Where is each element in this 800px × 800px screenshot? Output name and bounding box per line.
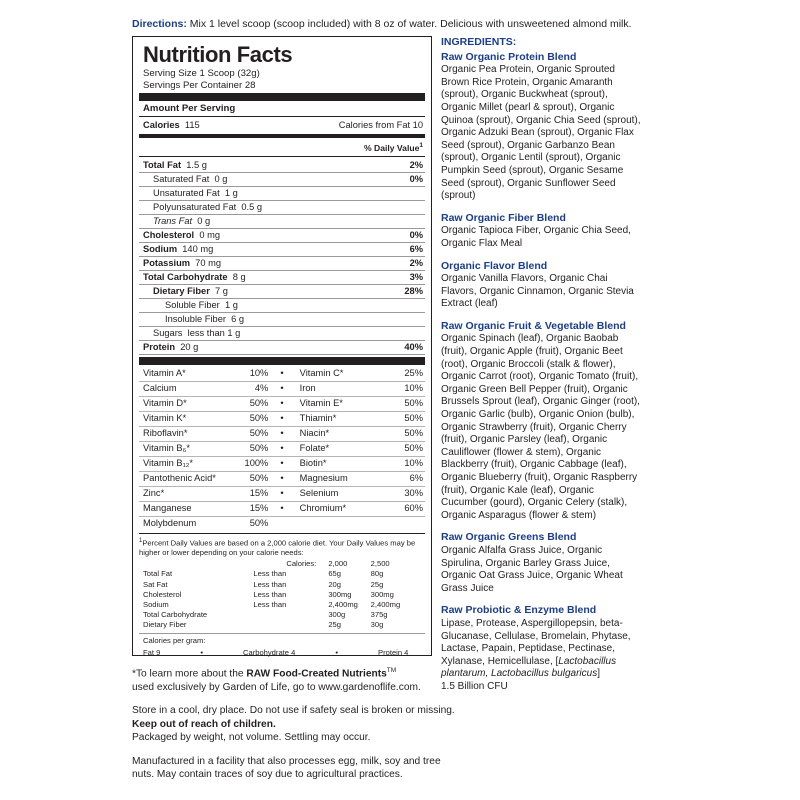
calories-per-gram-item: Protein 4	[378, 647, 409, 657]
vitamin-name: Niacin*	[294, 426, 390, 441]
divider-med-1	[139, 134, 425, 138]
ingredients-heading: INGREDIENTS:	[441, 36, 517, 48]
nutrient-amount: 0.5 g	[236, 201, 263, 212]
dv-header-2500: 2,500	[370, 559, 390, 569]
serving-size: Serving Size 1 Scoop (32g)	[143, 68, 260, 79]
dv-row-2000: 65g	[328, 569, 341, 579]
dv-row-label: Sodium	[143, 599, 169, 609]
nutrient-row	[139, 271, 425, 284]
vitamin-percent: 50%	[235, 396, 270, 411]
dv-row-condition: Less than	[253, 599, 287, 609]
dv-row-label: Cholesterol	[143, 589, 182, 599]
dv-table-row	[139, 620, 425, 630]
bullet-separator-icon: •	[270, 456, 293, 471]
vitamin-percent: 6%	[390, 471, 425, 486]
nutrient-row	[139, 187, 425, 200]
calories-value: 115	[184, 120, 200, 130]
vitamin-percent: 100%	[235, 456, 270, 471]
vitamin-percent: 50%	[390, 411, 425, 426]
vitamin-percent	[390, 516, 425, 531]
bottom-notes	[132, 664, 462, 792]
ingredients-column	[441, 36, 641, 694]
nutrient-daily-value: 2%	[409, 257, 423, 268]
vitamin-name: Manganese	[139, 501, 235, 516]
dv-row-2500: 30g	[370, 620, 384, 630]
dv-row-condition: Less than	[253, 569, 287, 579]
vitamin-percent: 50%	[390, 426, 425, 441]
dv-table-row	[139, 610, 425, 620]
dv-row-label: Total Fat	[143, 569, 173, 579]
divider-thin-3	[139, 533, 425, 534]
bullet-separator-icon: •	[270, 396, 293, 411]
dv-row-label: Dietary Fiber	[143, 620, 187, 630]
storage-note: Store in a cool, dry place. Do not use if safety seal is broken or missing. Keep out of reach of children. Packaged by weight, not volume. Settling may occur.	[132, 705, 455, 744]
nutrient-row	[139, 299, 425, 312]
vitamin-name: Vitamin C*	[294, 367, 390, 382]
nutrient-amount: 8 g	[227, 271, 246, 282]
vitamin-name: Chromium*	[294, 501, 390, 516]
calories-per-gram-item: Fat 9	[143, 647, 161, 657]
nutrient-amount: 7 g	[209, 285, 228, 296]
nutrient-row	[139, 215, 425, 228]
raw-nutrients-note: *To learn more about the RAW Food-Created Nutrients™ used exclusively by Garden of Life, go to www.gardenoflife.com.	[132, 667, 421, 693]
bullet-separator-icon: •	[270, 441, 293, 456]
nutrient-row	[139, 201, 425, 214]
amount-per-serving: Amount Per Serving	[143, 103, 236, 114]
dv-row-label: Sat Fat	[143, 579, 168, 589]
vitamin-row	[139, 411, 425, 426]
vitamin-percent: 50%	[235, 441, 270, 456]
ingredient-section-body: Lipase, Protease, Aspergillopepsin, beta-Glucanase, Cellulase, Bromelain, Phytase, Lactase, Papain, Peptidase, Pectinase, Xylanase, Hemicellulase, [Lactobacillus plantarum, Lactobacillus bulgaricus] 1.5 Billion CFU	[441, 617, 631, 692]
vitamin-percent: 60%	[390, 501, 425, 516]
vitamin-row	[139, 516, 425, 531]
vitamin-percent: 15%	[235, 486, 270, 501]
nutrient-daily-value: 40%	[404, 341, 423, 352]
allergen-note: Manufactured in a facility that also processes egg, milk, soy and tree nuts. May contain traces of soy due to agricultural practices.	[132, 755, 441, 781]
vitamin-name: Vitamin B₆*	[139, 441, 235, 456]
vitamin-percent: 50%	[390, 441, 425, 456]
vitamin-percent: 30%	[390, 486, 425, 501]
ingredient-section-body: Organic Pea Protein, Organic Sprouted Brown Rice Protein, Organic Amaranth (sprout), Organic Buckwheat (sprout), Organic Millet (pearl & sprout), Organic Quinoa (sprout), Organic Chia Seed (sprout), Organic Adzuki Bean (sprout), Organic Flax Seed (sprout), Organic Garbanzo Bean (sprout), Organic Lentil (sprout), Organic Pumpkin Seed (sprout), Organic Sesame Seed (sprout), Organic Sunflower Seed (sprout)	[441, 64, 641, 202]
ingredient-section-title: Raw Probiotic & Enzyme Blend	[441, 604, 597, 617]
ingredient-section-title: Raw Organic Greens Blend	[441, 531, 577, 544]
ingredient-section-title: Raw Organic Fiber Blend	[441, 211, 566, 224]
vitamin-percent: 25%	[390, 367, 425, 382]
dv-row-2500: 375g	[370, 610, 388, 620]
bullet-separator-icon: •	[335, 647, 339, 657]
nutrient-name: Total Carbohydrate	[143, 271, 228, 282]
divider-hair-1	[139, 633, 425, 634]
vitamin-row	[139, 381, 425, 396]
dv-row-2000: 25g	[328, 620, 341, 630]
bullet-separator-icon	[270, 516, 293, 531]
ingredient-section-title: Organic Flavor Blend	[441, 259, 548, 272]
nutrient-row	[139, 327, 425, 340]
dv-row-label: Total Carbohydrate	[143, 610, 208, 620]
dv-header-calories: Calories:	[286, 559, 317, 569]
vitamin-row	[139, 501, 425, 516]
dv-row-condition: Less than	[253, 579, 287, 589]
dv-header-2000: 2,000	[328, 559, 348, 569]
nutrient-row	[139, 173, 425, 186]
ingredients-sections	[441, 51, 641, 694]
nutrient-amount: 0 g	[192, 215, 211, 226]
divider-thin-2	[139, 156, 425, 157]
directions-label: Directions:	[132, 18, 187, 30]
ingredient-section-title: Raw Organic Fruit & Vegetable Blend	[441, 319, 626, 332]
nutrient-amount: 70 mg	[190, 257, 222, 268]
ingredient-italic-species: Lactobacillus plantarum, Lactobacillus bulgaricus	[441, 655, 617, 680]
vitamin-row	[139, 486, 425, 501]
nutrient-daily-value: 28%	[404, 285, 423, 296]
calories-from-fat: Calories from Fat 10	[338, 120, 423, 130]
nutrient-name: Unsaturated Fat	[153, 187, 220, 198]
nutrient-daily-value: 2%	[409, 159, 423, 170]
ingredient-section-body: Organic Spinach (leaf), Organic Baobab (fruit), Organic Apple (fruit), Organic Beet (root), Organic Broccoli (stalk & flower), Organic Carrot (root), Organic Tomato (fruit), Organic Green Bell Pepper (fruit), Organic Brussels Sprout (leaf), Organic Ginger (root), Organic Garlic (bulb), Organic Onion (bulb), Organic Strawberry (fruit), Organic Cherry (fruit), Organic Parsley (leaf), Organic Cauliflower (flower & stem), Organic Blackberry (fruit), Organic Cabbage (leaf), Organic Blueberry (fruit), Organic Raspberry (fruit), Organic Kale (leaf), Organic Cucumber (gourd), Organic Celery (stalk), Organic Asparagus (flower & stem)	[441, 333, 640, 521]
nutrient-name: Sodium	[143, 243, 178, 254]
dv-header-blank	[139, 559, 253, 569]
calories-per-gram-item: Carbohydrate 4	[242, 647, 296, 657]
nutrient-name: Saturated Fat	[153, 173, 210, 184]
divider-thick-2	[139, 357, 425, 365]
vitamin-row	[139, 426, 425, 441]
bullet-separator-icon: •	[270, 486, 293, 501]
dv-table-row	[139, 569, 425, 579]
vitamin-name: Vitamin B₁₂*	[139, 456, 235, 471]
dv-row-2000: 300mg	[328, 589, 352, 599]
vitamin-percent: 50%	[235, 471, 270, 486]
vitamin-name: Magnesium	[294, 471, 390, 486]
calories-per-gram-label: Calories per gram:	[143, 636, 206, 646]
vitamin-percent: 50%	[390, 396, 425, 411]
vitamin-percent: 15%	[235, 501, 270, 516]
dv-row-2000: 20g	[328, 579, 341, 589]
vitamin-percent: 4%	[235, 381, 270, 396]
ingredient-section-body: Organic Alfalfa Grass Juice, Organic Spirulina, Organic Barley Grass Juice, Organic Oat Grass Juice, Organic Wheat Grass Juice	[441, 544, 623, 594]
nutrient-name: Polyunsaturated Fat	[153, 201, 237, 212]
bullet-separator-icon: •	[270, 426, 293, 441]
vitamin-name: Vitamin K*	[139, 411, 235, 426]
ingredient-section-body: Organic Tapioca Fiber, Organic Chia Seed, Organic Flax Meal	[441, 225, 631, 249]
vitamin-name: Vitamin E*	[294, 396, 390, 411]
nutrient-name: Soluble Fiber	[165, 299, 220, 310]
nutrient-amount: less than 1 g	[182, 327, 241, 338]
vitamin-row	[139, 441, 425, 456]
nutrient-name: Potassium	[143, 257, 191, 268]
nutrient-name: Dietary Fiber	[153, 285, 210, 296]
calories-label: Calories	[143, 120, 180, 130]
vitamin-name: Calcium	[139, 381, 235, 396]
nutrient-amount: 6 g	[225, 313, 245, 324]
nutrient-name: Trans Fat	[153, 215, 193, 226]
dv-row-2500: 80g	[370, 569, 384, 579]
calories-per-gram-row	[139, 647, 425, 658]
divider-hair	[139, 354, 425, 355]
vitamin-name: Zinc*	[139, 486, 235, 501]
dv-table-row	[139, 579, 425, 589]
nutrient-daily-value: 6%	[409, 243, 423, 254]
nutrient-daily-value: 0%	[409, 173, 423, 184]
nutrient-name: Total Fat	[143, 159, 182, 170]
divider-thick-1	[139, 93, 425, 101]
nutrient-row	[139, 243, 425, 256]
vitamin-name	[294, 516, 390, 531]
vitamin-name: Biotin*	[294, 456, 390, 471]
calories-row	[139, 119, 425, 132]
nutrient-amount: 1 g	[219, 187, 238, 198]
dv-row-condition	[253, 610, 316, 620]
daily-value-header: % Daily Value$^1$	[363, 142, 423, 153]
bullet-separator-icon: •	[270, 411, 293, 426]
dv-row-2500: 300mg	[370, 589, 394, 599]
ingredient-cfu: 1.5 Billion CFU	[441, 680, 508, 692]
nutrient-rows	[139, 159, 425, 355]
vitamin-name: Molybdenum	[143, 518, 197, 529]
dv-row-2000: 2,400mg	[328, 599, 358, 609]
divider-thin-1	[139, 116, 425, 117]
ingredient-section-title: Raw Organic Protein Blend	[441, 50, 577, 63]
dv-row-2500: 2,400mg	[370, 599, 401, 609]
vitamin-name: Riboflavin*	[139, 426, 235, 441]
nutrient-amount: 0 g	[209, 173, 228, 184]
nutrient-amount: 1.5 g	[181, 159, 207, 170]
vitamin-name: Selenium	[294, 486, 390, 501]
nutrient-name: Sugars	[153, 327, 183, 338]
nutrient-daily-value: 3%	[409, 271, 423, 282]
vitamin-percent: 10%	[390, 381, 425, 396]
nutrient-daily-value: 0%	[409, 229, 423, 240]
nutrition-facts-panel	[132, 36, 432, 656]
vitamin-name: Folate*	[294, 441, 390, 456]
dv-row-2500: 25g	[370, 579, 384, 589]
vitamin-row	[139, 367, 425, 382]
vitamin-percent: 10%	[235, 367, 270, 382]
nutrient-row	[139, 341, 425, 354]
nutrient-name: Protein	[143, 341, 176, 352]
vitamin-percent: 50%	[235, 426, 270, 441]
bullet-separator-icon: •	[270, 471, 293, 486]
vitamin-name: Thiamin*	[294, 411, 390, 426]
nutrient-row	[139, 159, 425, 172]
bullet-separator-icon: •	[270, 367, 293, 382]
nutrient-row	[139, 285, 425, 298]
vitamins-table	[139, 367, 425, 531]
nutrient-row	[139, 257, 425, 270]
nutrient-amount: 1 g	[219, 299, 238, 310]
nutrient-row	[139, 313, 425, 326]
vitamin-name: Vitamin A*	[139, 367, 235, 382]
vitamin-row	[139, 471, 425, 486]
directions-text: Mix 1 level scoop (scoop included) with 8 oz of water. Delicious with unsweetened almond milk.	[186, 18, 632, 30]
vitamin-name: Pantothenic Acid*	[139, 471, 235, 486]
vitamin-percent: 50%	[249, 518, 269, 529]
vitamin-percent: 10%	[390, 456, 425, 471]
daily-values-table	[139, 559, 425, 630]
dv-row-2000: 300g	[328, 610, 346, 620]
dv-table-header	[139, 559, 425, 569]
bullet-separator-icon: •	[270, 381, 293, 396]
dv-table-row	[139, 600, 425, 610]
bullet-separator-icon: •	[200, 647, 203, 657]
nutrient-amount: 140 mg	[177, 243, 214, 254]
nutrient-amount: 0 mg	[194, 229, 220, 240]
dv-table-row	[139, 589, 425, 599]
vitamin-name: Iron	[294, 381, 390, 396]
nutrition-facts-title: Nutrition Facts	[143, 42, 293, 67]
servings-per-container: Servings Per Container 28	[143, 79, 256, 91]
nutrient-amount: 20 g	[175, 341, 199, 352]
vitamin-row	[139, 396, 425, 411]
vitamin-row	[139, 456, 425, 471]
dv-row-condition: Less than	[253, 589, 287, 599]
vitamin-percent: 50%	[235, 411, 270, 426]
footnote-text: $^1$Percent Daily Values are based on a 2,000 calorie diet. Your Daily Values may be higher or lower depending on your calorie needs:	[139, 537, 416, 557]
nutrient-row	[139, 229, 425, 242]
ingredient-section-body: Organic Vanilla Flavors, Organic Chai Flavors, Organic Cinnamon, Organic Stevia Extract (leaf)	[441, 273, 634, 310]
bullet-separator-icon: •	[270, 501, 293, 516]
nutrient-name: Insoluble Fiber	[165, 313, 226, 324]
dv-row-condition	[253, 620, 316, 630]
nutrient-name: Cholesterol	[143, 229, 195, 240]
directions-line	[132, 18, 782, 31]
vitamin-name: Vitamin D*	[139, 396, 235, 411]
